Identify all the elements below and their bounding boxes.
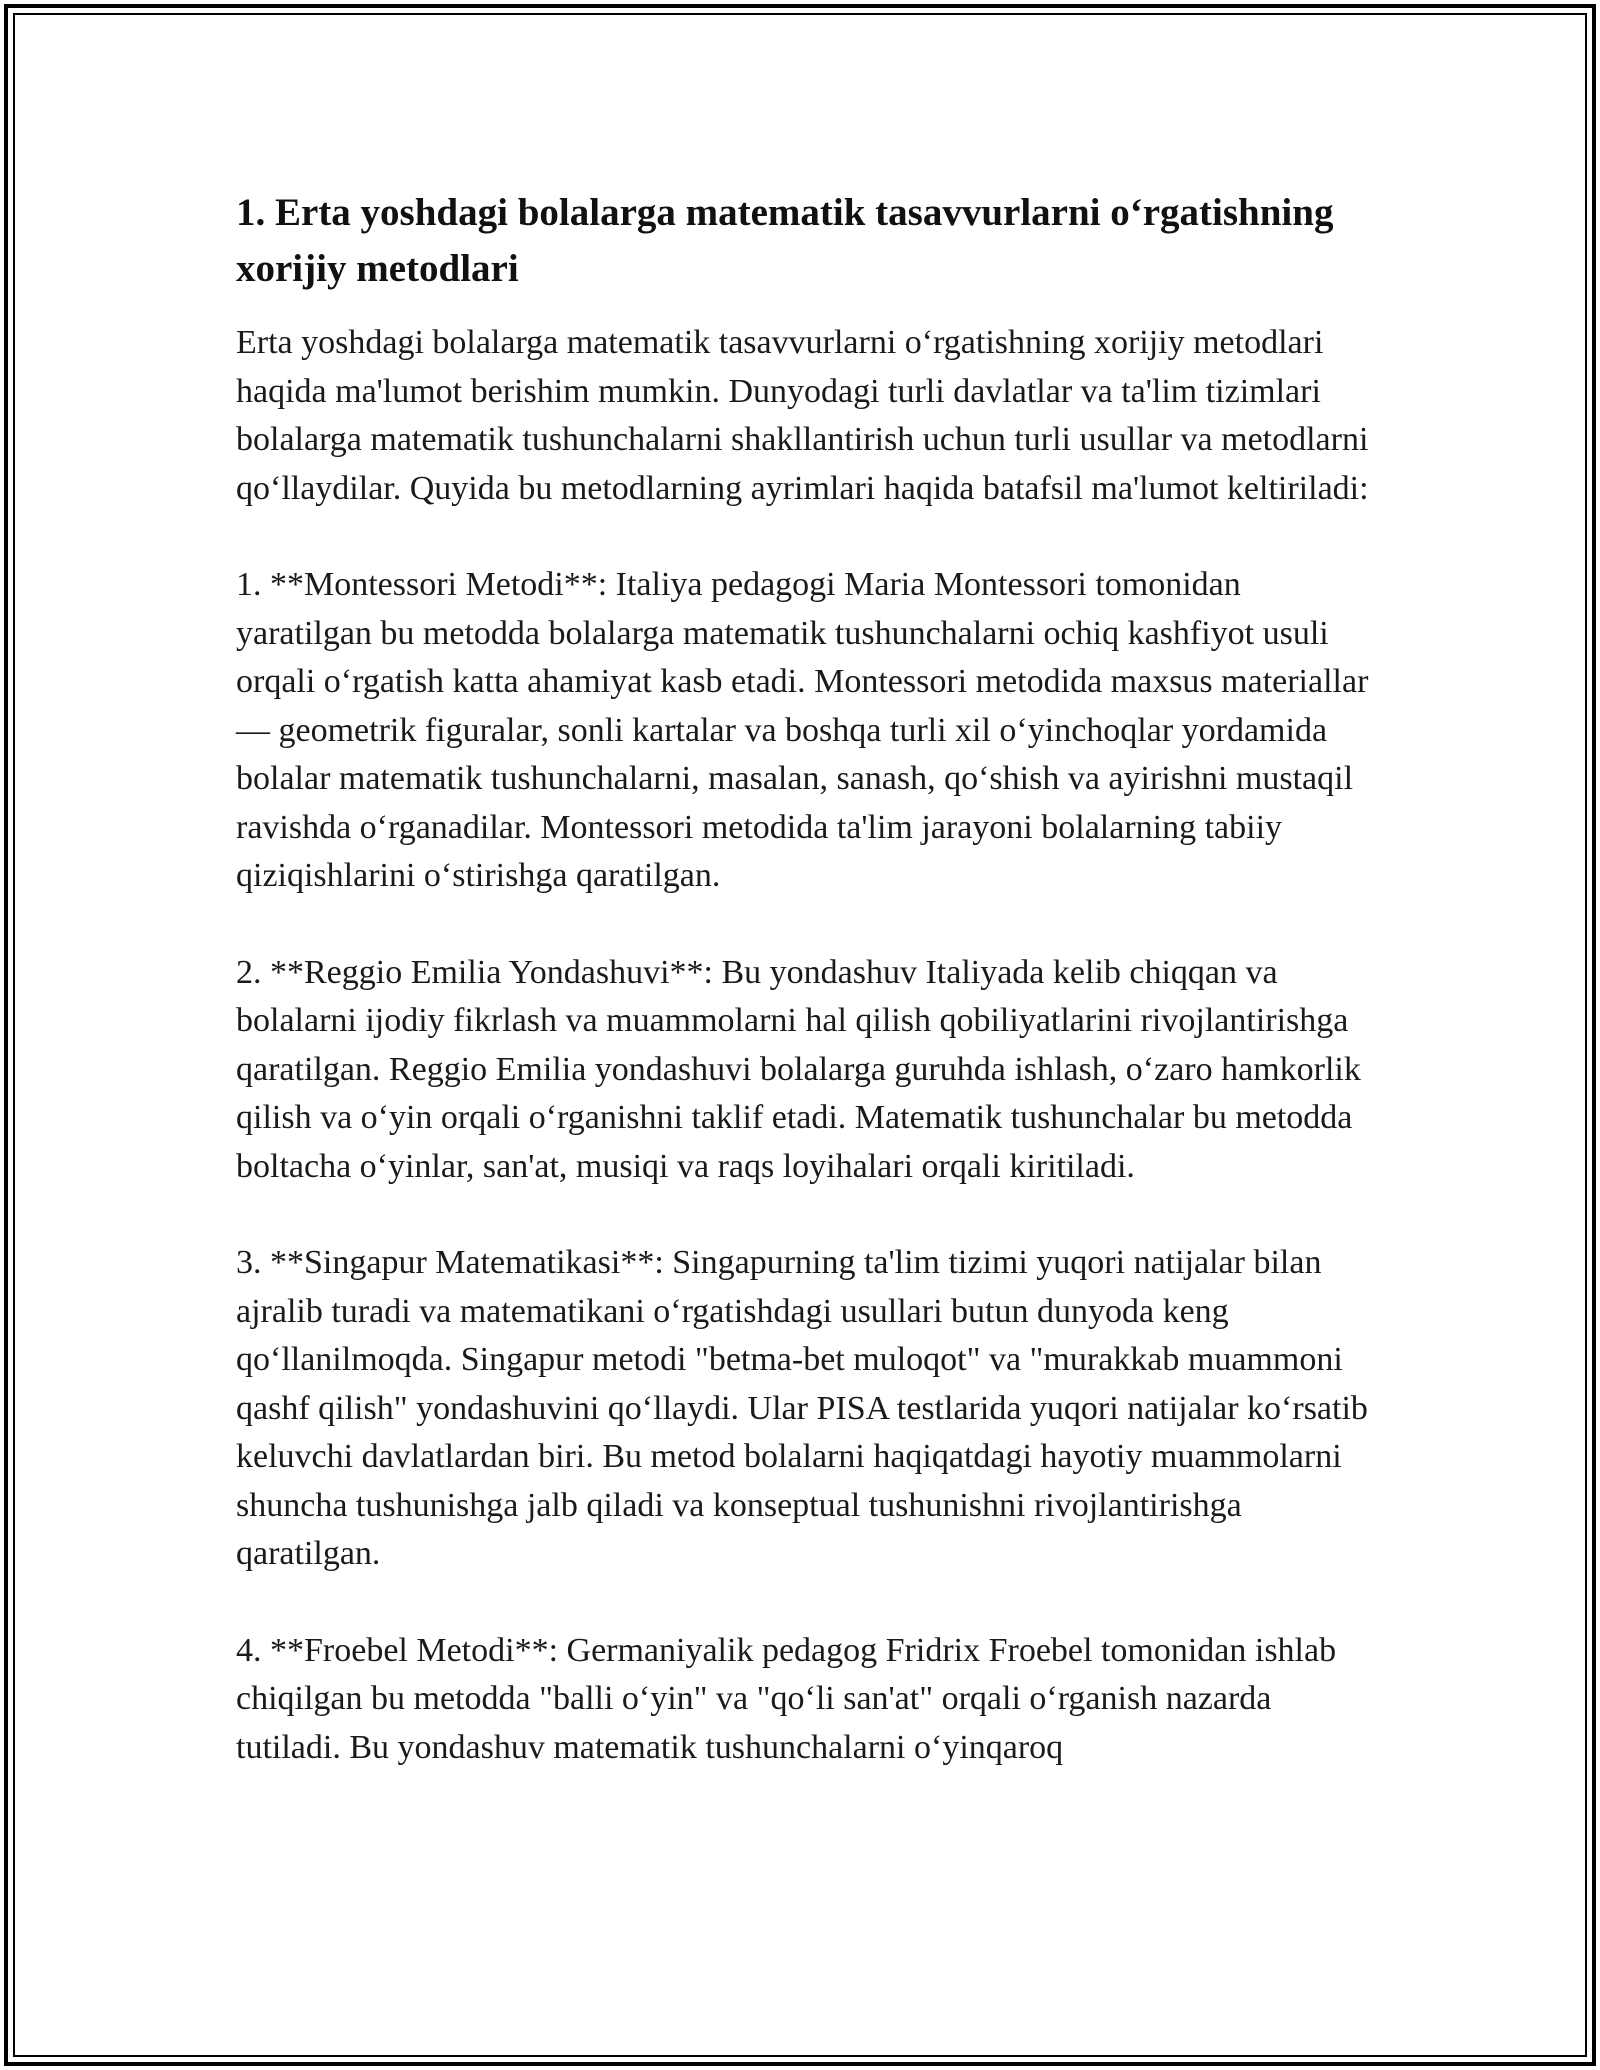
paragraph-froebel: 4. **Froebel Metodi**: Germaniyalik pedagog Fridrix Froebel tomonidan ishlab chiqilgan bu metodda "balli o‘yin" va "qo‘li san'at" orqali o‘rganish nazarda tutiladi. Bu yondashuv matematik tushunchalarni o‘yinqaroq	[236, 1631, 1337, 1766]
paragraph-montessori: 1. **Montessori Metodi**: Italiya pedagogi Maria Montessori tomonidan yaratilgan bu metodda bolalarga matematik tushunchalarni ochiq kashfiyot usuli orqali o‘rgatish katta ahamiyat kasb etadi. Montessori metodida maxsus materiallar — geometrik figuralar, sonli kartalar va boshqa turli xil o‘yinchoqlar yordamida bolalar matematik tushunchalarni, masalan, sanash, qo‘shish va ayirishni mustaqil ravishda o‘rganadilar. Montessori metodida ta'lim jarayoni bolalarning tabiiy qiziqishlarini o‘stirishga qaratilgan.	[236, 566, 1369, 894]
document-body	[236, 185, 1376, 1820]
section-heading: 1. Erta yoshdagi bolalarga matematik tasavvurlarni o‘rgatishning xorijiy metodlari	[236, 191, 1334, 290]
paragraph-singapur: 3. **Singapur Matematikasi**: Singapurning ta'lim tizimi yuqori natijalar bilan ajralib turadi va matematikani o‘rgatishdagi usullari butun dunyoda keng qo‘llanilmoqda. Singapur metodi "betma-bet muloqot" va "murakkab muammoni qashf qilish" yondashuvini qo‘llaydi. Ular PISA testlarida yuqori natijalar ko‘rsatib keluvchi davlatlardan biri. Bu metod bolalarni haqiqatdagi hayotiy muammolarni shuncha tushunishga jalb qiladi va konseptual tushunishni rivojlantirishga qaratilgan.	[236, 1244, 1368, 1572]
intro-paragraph: Erta yoshdagi bolalarga matematik tasavvurlarni o‘rgatishning xorijiy metodlari haqida ma'lumot berishim mumkin. Dunyodagi turli davlatlar va ta'lim tizimlari bolalarga matematik tushunchalarni shakllantirish uchun turli usullar va metodlarni qo‘llaydilar. Quyida bu metodlarning ayrimlari haqida batafsil ma'lumot keltiriladi:	[236, 324, 1369, 507]
paragraph-reggio-emilia: 2. **Reggio Emilia Yondashuvi**: Bu yondashuv Italiyada kelib chiqqan va bolalarni ijodiy fikrlash va muammolarni hal qilish qobiliyatlarini rivojlantirishga qaratilgan. Reggio Emilia yondashuvi bolalarga guruhda ishlash, o‘zaro hamkorlik qilish va o‘yin orqali o‘rganishni taklif etadi. Matematik tushunchalar bu metodda boltacha o‘yinlar, san'at, musiqi va raqs loyihalari orqali kiritiladi.	[236, 953, 1361, 1185]
